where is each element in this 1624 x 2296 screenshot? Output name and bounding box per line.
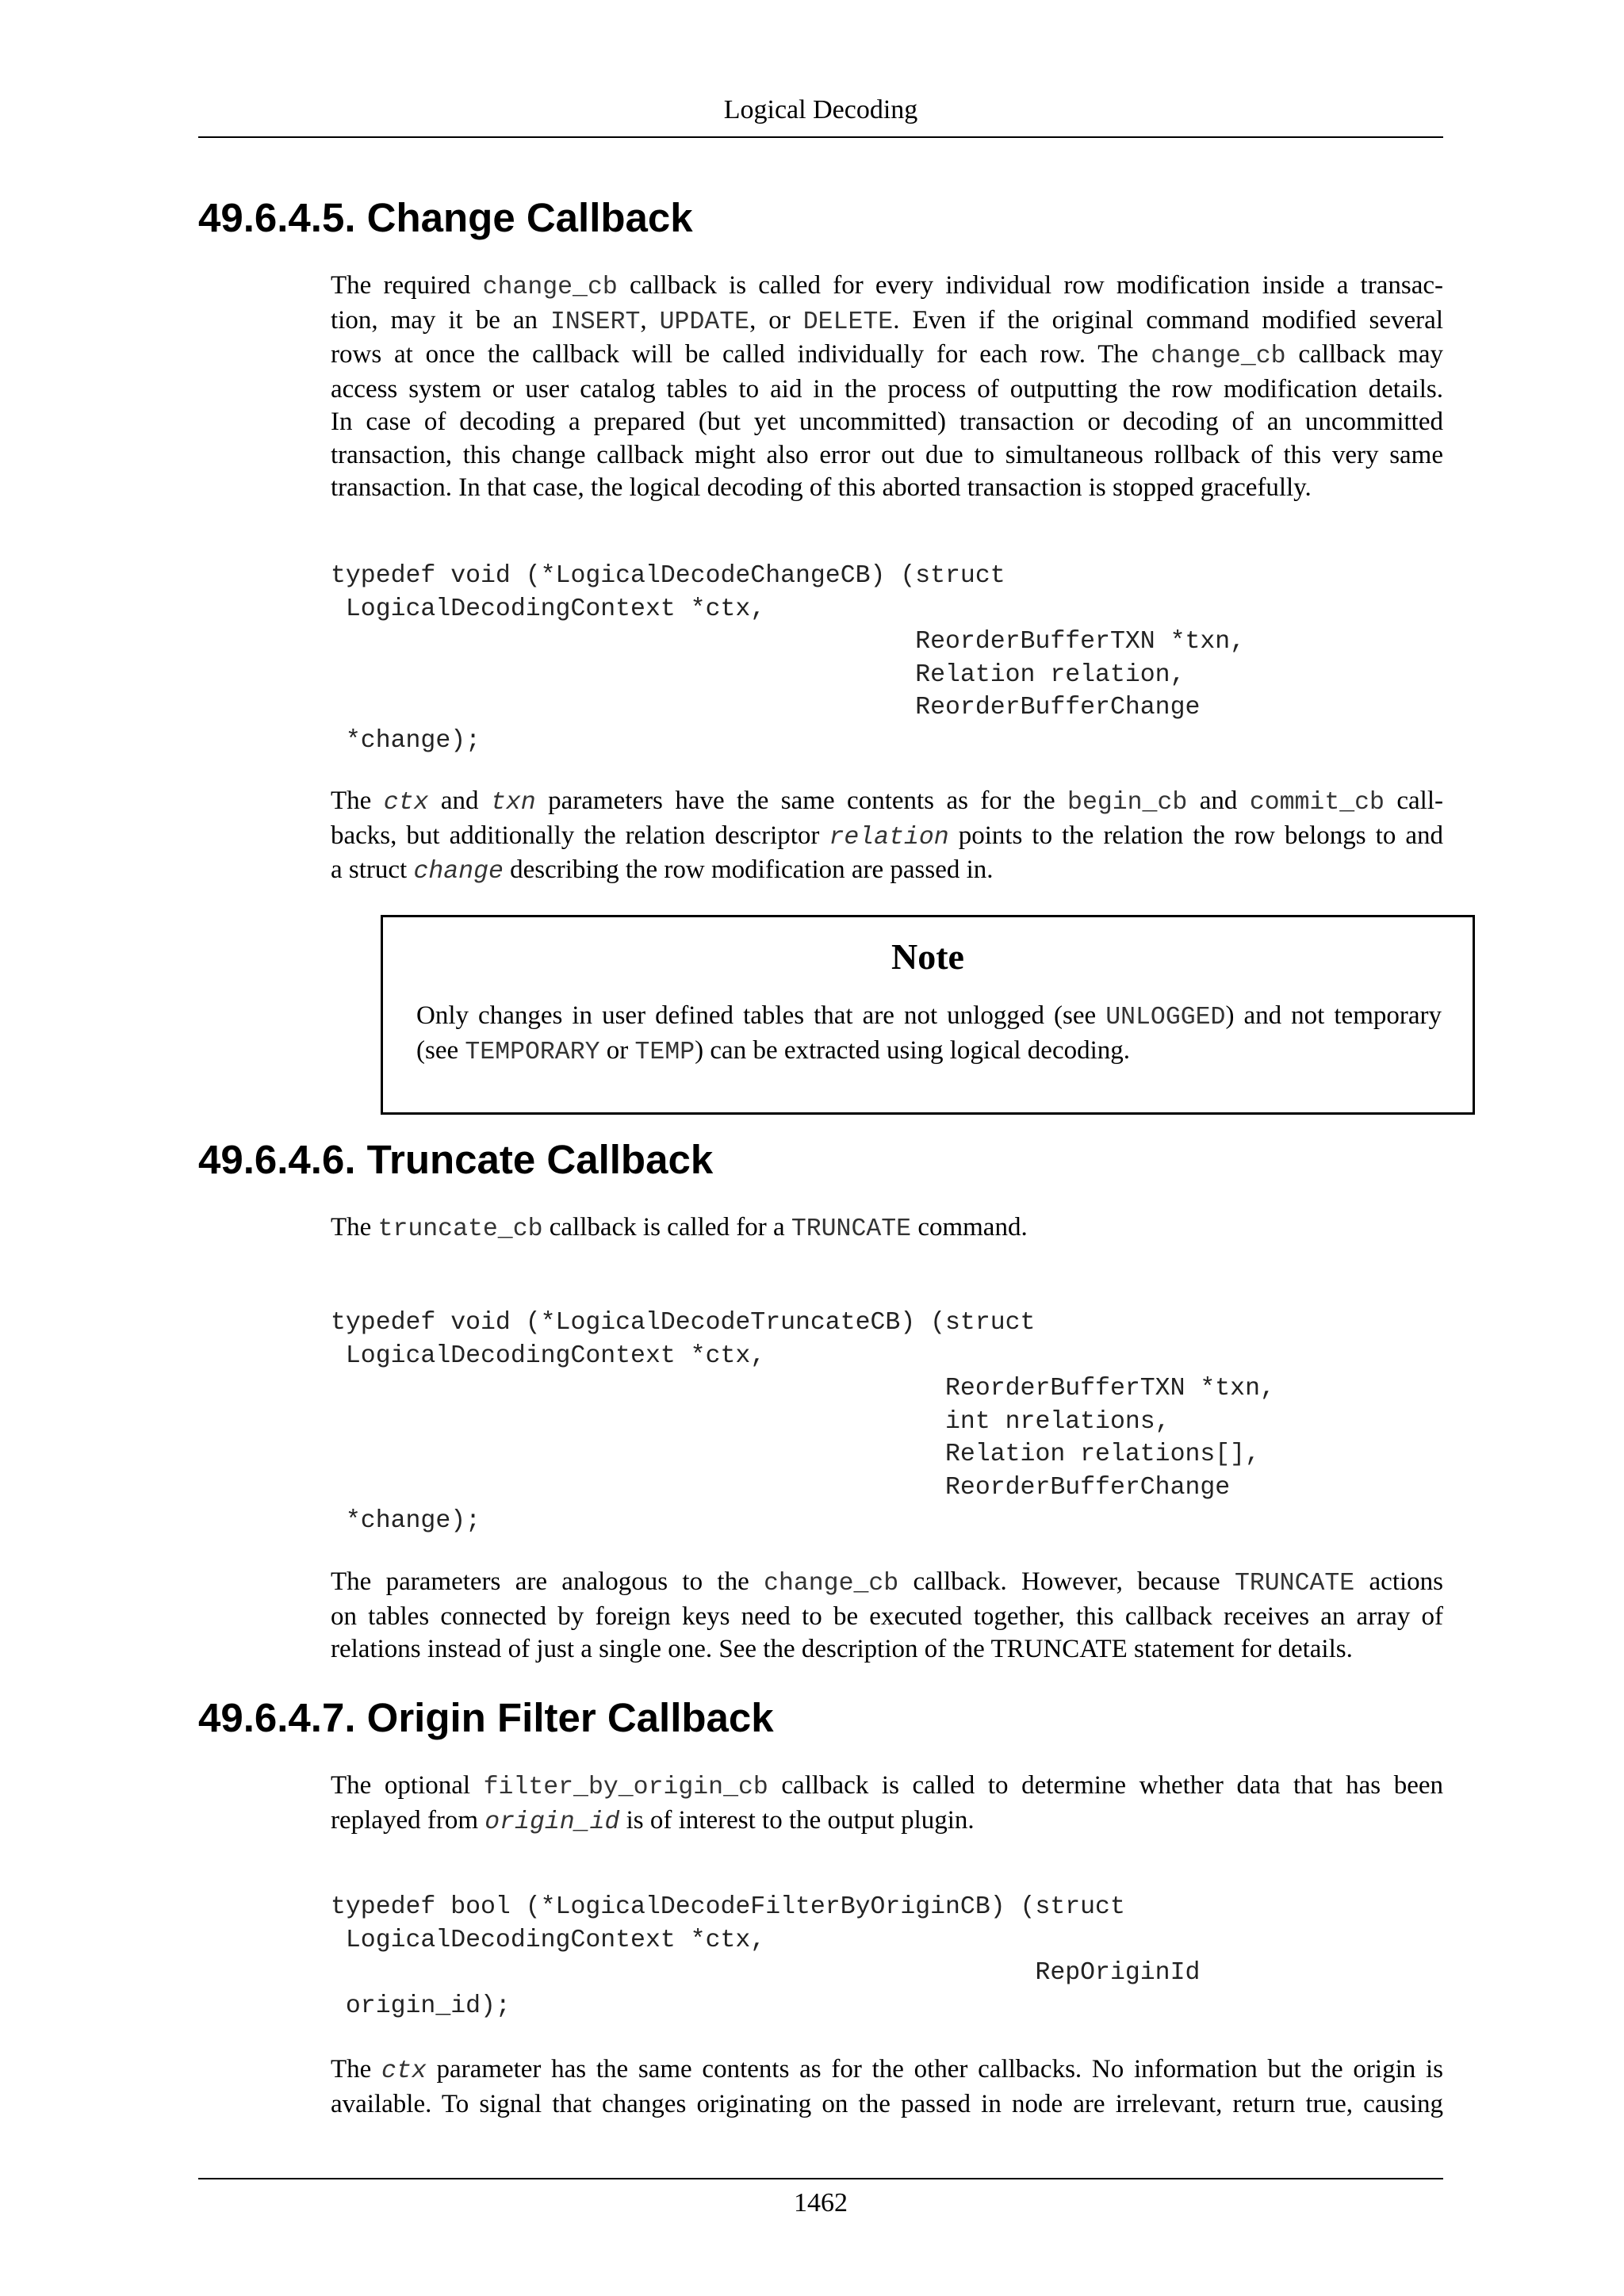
- text-line: transaction, this change callback might also error out due to simultaneous rollback of this very same: [331, 440, 1443, 469]
- change-callback-intro: [331, 270, 1443, 505]
- text-line: Only changes in user defined tables that are not unlogged (see UNLOGGED) and not temporary: [416, 1001, 1442, 1031]
- text-line: relations instead of just a single one. See the description of the TRUNCATE statement for details.: [331, 1635, 1353, 1663]
- text-line: The truncate_cb callback is called for a TRUNCATE command.: [331, 1213, 1028, 1243]
- code-block-origin-filter-cb: typedef bool (*LogicalDecodeFilterByOriginCB) (struct LogicalDecodingContext *ctx, RepOriginId origin_id);: [331, 1893, 1201, 2020]
- text-line: The ctx and txn parameters have the same contents as for the begin_cb and commit_cb call-: [331, 786, 1444, 817]
- text-line: (see TEMPORARY or TEMP) can be extracted using logical decoding.: [416, 1035, 1131, 1066]
- page-number: 1462: [794, 2188, 848, 2218]
- text-line: rows at once the callback will be called individually for each row. The change_cb callback may: [331, 340, 1443, 370]
- text-line: on tables connected by foreign keys need to be executed together, this callback receives an array of: [331, 1601, 1443, 1631]
- text-line: The optional filter_by_origin_cb callback is called to determine whether data that has been: [331, 1771, 1443, 1801]
- section-heading-truncate-callback: 49.6.4.6. Truncate Callback: [198, 1137, 714, 1182]
- text-line: transaction. In that case, the logical decoding of this aborted transaction is stopped gracefully.: [331, 473, 1312, 502]
- text-line: replayed from origin_id is of interest to the output plugin.: [331, 1805, 975, 1836]
- change-callback-params: [331, 785, 1443, 889]
- code-block-change-cb: typedef void (*LogicalDecodeChangeCB) (struct LogicalDecodingContext *ctx, ReorderBufferTXN *txn, Relation relation, ReorderBufferChange *change);: [331, 562, 1246, 755]
- text-line: access system or user catalog tables to aid in the process of outputting the row modification details.: [331, 374, 1443, 404]
- text-line: a struct change describing the row modification are passed in.: [331, 855, 994, 886]
- text-line: tion, may it be an INSERT, UPDATE, or DELETE. Even if the original command modified several: [331, 305, 1443, 336]
- header-rule: [198, 136, 1443, 138]
- text-line: The parameters are analogous to the change_cb callback. However, because TRUNCATE actions: [331, 1567, 1443, 1598]
- truncate-callback-intro: [331, 1211, 1443, 1246]
- truncate-callback-params: [331, 1566, 1443, 1667]
- footer-rule: [198, 2178, 1443, 2179]
- origin-filter-intro: [331, 1770, 1443, 1839]
- text-line: The ctx parameter has the same contents as for the other callbacks. No information but the origin is: [331, 2055, 1443, 2085]
- running-header: Logical Decoding: [723, 95, 918, 124]
- section-heading-origin-filter-callback: 49.6.4.7. Origin Filter Callback: [198, 1695, 774, 1740]
- text-line: The required change_cb callback is called for every individual row modification inside a transac-: [331, 271, 1443, 301]
- note-box: [381, 915, 1475, 1115]
- section-heading-change-callback: 49.6.4.5. Change Callback: [198, 195, 693, 240]
- origin-filter-params: [331, 2053, 1443, 2121]
- text-line: available. To signal that changes originating on the passed in node are irrelevant, return true, causing: [331, 2089, 1443, 2118]
- note-body: [416, 1000, 1442, 1069]
- note-title: Note: [891, 936, 964, 977]
- text-line: In case of decoding a prepared (but yet uncommitted) transaction or decoding of an uncommitted: [331, 408, 1443, 436]
- code-block-truncate-cb: typedef void (*LogicalDecodeTruncateCB) (struct LogicalDecodingContext *ctx, ReorderBufferTXN *txn, int nrelations, Relation relations[], ReorderBufferChange *change);: [331, 1309, 1275, 1535]
- text-line: backs, but additionally the relation descriptor relation points to the relation the row belongs to and: [331, 821, 1444, 851]
